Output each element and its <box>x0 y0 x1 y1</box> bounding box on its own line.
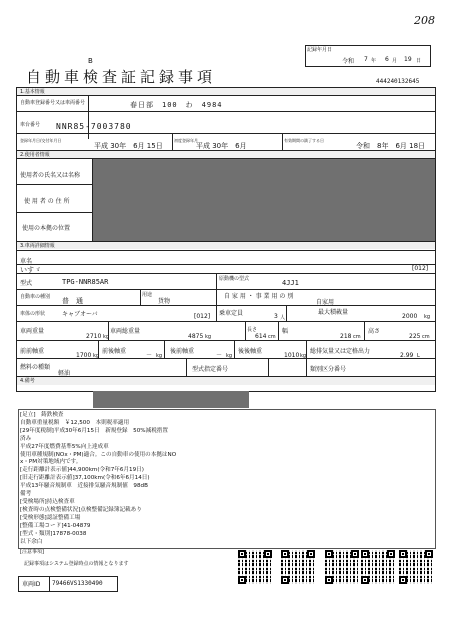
note-line: 使用車種規制(NOx・PM)適合。この自動車の使用の本拠はNO <box>20 451 177 458</box>
max-load-label: 最大積載量 <box>318 309 349 316</box>
rear-front-axle-unit: kg <box>226 353 233 359</box>
engine-label: 原動機の型式 <box>219 276 250 282</box>
record-date-era: 令和 <box>342 58 355 65</box>
vehicle-id-value: 79466VS1330490 <box>52 580 103 587</box>
notes-list <box>20 412 176 546</box>
section-basic-title: 1.基本情報 <box>20 89 45 95</box>
record-date-day-unit: 日 <box>416 58 422 64</box>
record-date-month: 6 <box>385 56 389 63</box>
expiry-value: 令和 8年 6月 18日 <box>356 142 426 150</box>
capacity-unit: 人 <box>280 315 286 321</box>
section-basic-header <box>17 88 435 95</box>
height-label: 高さ <box>368 328 381 335</box>
rear-rear-axle-unit: kg <box>300 353 307 359</box>
vehicle-weight-unit: kg <box>103 334 110 340</box>
displacement-value: 2.99 <box>400 352 414 359</box>
rear-rear-axle-label: 後後軸重 <box>238 348 263 355</box>
front-front-axle-value: 1700 <box>76 352 92 359</box>
first-registration-value: 平成 30年 6月 <box>196 142 247 150</box>
note-line: [型式・類別]17878-0038 <box>20 530 87 537</box>
maker-code: [012] <box>412 265 429 272</box>
max-load-unit: kg <box>424 314 431 320</box>
front-front-axle-unit: kg <box>93 353 100 359</box>
length-label: 長さ <box>247 327 258 333</box>
maker-label: 車名 <box>20 258 33 265</box>
section-notes-title: 4.備考 <box>20 378 35 384</box>
page-number: 208 <box>414 14 435 27</box>
category-number-label: 類別区分番号 <box>310 366 347 373</box>
user-name-label: 使用者の氏名又は名称 <box>20 172 81 179</box>
vehicle-kind-value: 普 通 <box>62 297 83 305</box>
width-unit: cm <box>353 334 361 340</box>
registration-date-label: 登録年月日/交付年月日 <box>20 138 62 143</box>
business-use-label: 自 家 用 ・ 事 業 用 の 別 <box>224 293 294 300</box>
rear-front-axle-label: 後前軸重 <box>170 348 195 355</box>
section-vehicle-title: 3.車両詳細情報 <box>20 243 55 249</box>
record-date-month-unit: 月 <box>392 58 398 64</box>
note-line: 自動車重量税額 ￥12,500 本則税率適用 <box>20 419 130 426</box>
max-load-value: 2000 <box>402 313 418 320</box>
user-address-label: 使 用 者 の 住 所 <box>24 198 70 205</box>
note-line: 済み <box>20 435 32 442</box>
front-rear-axle-value: － <box>146 352 153 359</box>
vehicle-weight-value: 2710 <box>86 333 102 340</box>
gross-weight-label: 車両総重量 <box>110 328 141 335</box>
gross-weight-unit: kg <box>205 334 212 340</box>
front-rear-axle-unit: kg <box>156 353 163 359</box>
displacement-unit: L <box>417 353 420 359</box>
reg-number-label: 自動車登録番号又は車両番号 <box>20 100 86 106</box>
business-use-value: 自家用 <box>316 299 335 306</box>
use-label: 用途 <box>142 292 153 298</box>
record-date-day: 19 <box>404 56 412 63</box>
width-value: 218 <box>340 333 352 340</box>
body-shape-code: [012] <box>194 313 211 320</box>
note-line: [受検形態]認証整備工場 <box>20 514 81 521</box>
vehicle-kind-label: 自動車の種別 <box>20 294 51 300</box>
length-value: 614 <box>255 333 267 340</box>
model-label: 型式 <box>20 280 33 287</box>
vin-value: NNR85-7003780 <box>56 122 132 131</box>
note-line: 平成13年騒音規制車 近接排気騒音規制値 98dB <box>20 483 148 490</box>
use-value: 貨物 <box>158 298 171 305</box>
height-unit: cm <box>422 334 430 340</box>
vehicle-weight-label: 車両重量 <box>20 328 45 335</box>
gross-weight-value: 4875 <box>188 333 204 340</box>
note-line: 以下余白 <box>20 538 43 545</box>
record-date-year: 7 <box>364 56 368 63</box>
length-unit: cm <box>268 334 276 340</box>
document-title: 自動車検査証記録事項 <box>26 68 217 86</box>
note-line: [検査時の点検整備状況]点検整備記録簿記載あり <box>20 506 142 513</box>
front-rear-axle-label: 前後軸重 <box>102 348 127 355</box>
vehicle-id-label: 車両ID <box>22 581 41 588</box>
form-mark: B <box>88 57 93 65</box>
front-front-axle-label: 前前軸重 <box>20 348 45 355</box>
note-line: [旧走行距離計表示値]37,100km(令和6年6月14日) <box>20 475 150 482</box>
width-label: 幅 <box>282 328 289 335</box>
body-shape-label: 車体の形状 <box>20 311 46 317</box>
note-line: 平成27年度燃費基準5%向上達成車 <box>20 443 109 450</box>
engine-value: 4JJ1 <box>282 279 299 287</box>
fuel-value: 軽油 <box>58 370 71 377</box>
note-line: [29年度税制]平成30年6月15日 新規登録 50%減税措置 <box>20 427 168 434</box>
note-line: [受検場所]持込検査車 <box>20 498 75 505</box>
fuel-label: 燃料の種類 <box>20 364 51 371</box>
qr-code-4 <box>361 550 395 584</box>
record-date-label: 記録年月日 <box>307 47 333 53</box>
reg-number-value: 春日部 100 わ 4984 <box>130 101 223 109</box>
note-line: x・PM対策地域内です。 <box>20 459 82 466</box>
qr-code-1 <box>238 550 272 584</box>
serial-number: 444240132645 <box>376 78 420 85</box>
qr-code-2 <box>281 550 315 584</box>
qr-code-3 <box>325 550 359 584</box>
rear-rear-axle-value: 1010 <box>284 352 300 359</box>
type-designation-label: 型式指定番号 <box>192 366 229 373</box>
displacement-label: 総排気量又は定格出力 <box>310 348 371 355</box>
notice-label: [注意事項] <box>20 549 44 555</box>
section-vehicle-header <box>17 242 435 249</box>
user-info-redaction <box>93 159 435 241</box>
section-user-header <box>17 151 435 158</box>
maker-value: いすゞ <box>20 266 41 274</box>
record-date-year-unit: 年 <box>371 58 377 64</box>
note-line: [走行距離計表示値]44,900km(令和7年6月19日) <box>20 467 144 474</box>
body-shape-value: キャブオーバ <box>62 311 98 318</box>
model-value: TPG-NNR85AR <box>62 278 109 286</box>
note-line: [整備工場コード]41-04879 <box>20 522 91 529</box>
note-line: 備考 <box>20 491 32 498</box>
vin-label: 車台番号 <box>20 122 41 128</box>
capacity-label: 乗車定員 <box>219 310 244 317</box>
section-user-title: 2.使用者情報 <box>20 152 50 158</box>
height-value: 225 <box>409 333 421 340</box>
note-line: [足立] 鋳鉄検査 <box>20 412 64 418</box>
expiry-label: 有効期間の満了する日 <box>284 138 324 143</box>
rear-front-axle-value: － <box>216 352 223 359</box>
section-notes-header <box>17 377 435 385</box>
base-location-label: 使用の本拠の位置 <box>22 225 71 232</box>
first-registration-label: 初度登録年月 <box>174 138 198 143</box>
registration-date-value: 平成 30年 6月 15日 <box>94 142 163 150</box>
notice-text: 記録事項はシステム登録時点の情報となります <box>24 561 129 567</box>
qr-code-5 <box>399 550 433 584</box>
capacity-value: 3 <box>274 313 278 320</box>
notes-redaction <box>93 391 249 408</box>
